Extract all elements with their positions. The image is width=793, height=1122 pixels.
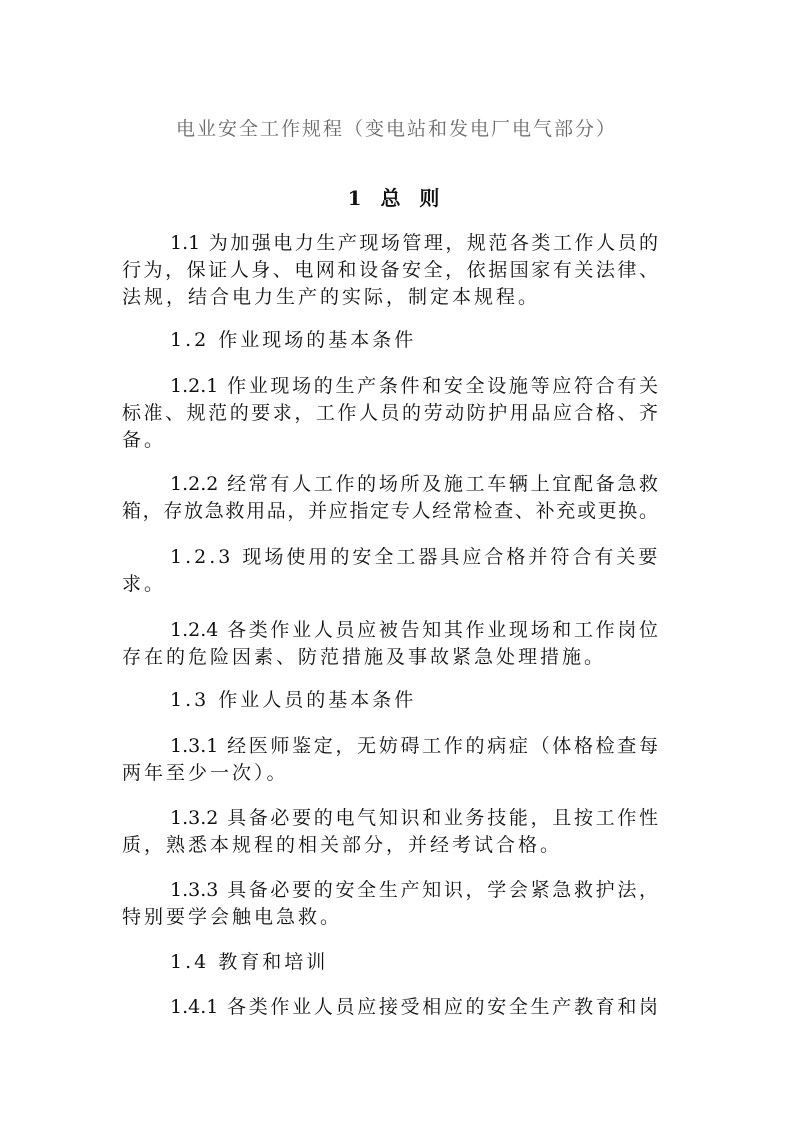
text-line: 质，熟悉本规程的相关部分，并经考试合格。 (122, 834, 563, 856)
text-line: 1.3 作业人员的基本条件 (170, 689, 417, 711)
paragraph-1-3-2 (122, 805, 658, 859)
text-line: 行为，保证人身、电网和设备安全，依据国家有关法律、 (122, 259, 658, 281)
paragraph-1-2-2 (122, 471, 658, 525)
text-line: 1.3.1 经医师鉴定，无妨碍工作的病症（体格检查每 (170, 735, 658, 757)
text-line: 1.2 作业现场的基本条件 (170, 329, 417, 351)
paragraph-1-2-4 (122, 617, 658, 671)
text-line: 1.3.2 具备必要的电气知识和业务技能，且按工作性 (170, 807, 658, 829)
chapter-heading: 1 总 则 (347, 186, 446, 210)
text-line: 存在的危险因素、防范措施及事故紧急处理措施。 (122, 646, 607, 668)
text-line: 1.2.3 现场使用的安全工器具应合格并符合有关要 (170, 546, 661, 568)
paragraph-1-2-3 (122, 544, 661, 598)
section-heading-1-3 (122, 687, 658, 714)
text-line: 箱，存放急救用品，并应指定专人经常检查、补充或更换。 (122, 500, 658, 522)
paragraph-1-4-1 (122, 994, 658, 1021)
text-line: 1.2.4 各类作业人员应被告知其作业现场和工作岗位 (170, 619, 658, 641)
paragraph-1-3-1 (122, 733, 658, 787)
text-line: 1.2.1 作业现场的生产条件和安全设施等应符合有关 (170, 375, 658, 397)
text-line: 求。 (122, 573, 167, 595)
section-heading-1-2 (122, 327, 658, 354)
text-line: 备。 (122, 429, 167, 451)
document-title: 电业安全工作规程（变电站和发电厂电气部分） (175, 118, 617, 140)
text-line: 1.4 教育和培训 (170, 951, 329, 973)
text-line: 1.1 为加强电力生产现场管理，规范各类工作人员的 (170, 232, 658, 254)
text-line: 标准、规范的要求，工作人员的劳动防护用品应合格、齐 (122, 402, 658, 424)
text-line: 特别要学会触电急救。 (122, 906, 343, 928)
paragraph-1-1 (122, 230, 658, 311)
text-line: 1.3.3 具备必要的安全生产知识，学会紧急救护法， (170, 879, 658, 901)
paragraph-1-2-1 (122, 373, 658, 454)
text-line: 两年至少一次）。 (122, 762, 289, 784)
paragraph-1-3-3 (122, 877, 658, 931)
text-line: 1.4.1 各类作业人员应接受相应的安全生产教育和岗 (170, 996, 658, 1018)
text-line: 1.2.2 经常有人工作的场所及施工车辆上宜配备急救 (170, 473, 658, 495)
text-line: 法规，结合电力生产的实际，制定本规程。 (122, 286, 541, 308)
section-heading-1-4 (122, 949, 658, 976)
